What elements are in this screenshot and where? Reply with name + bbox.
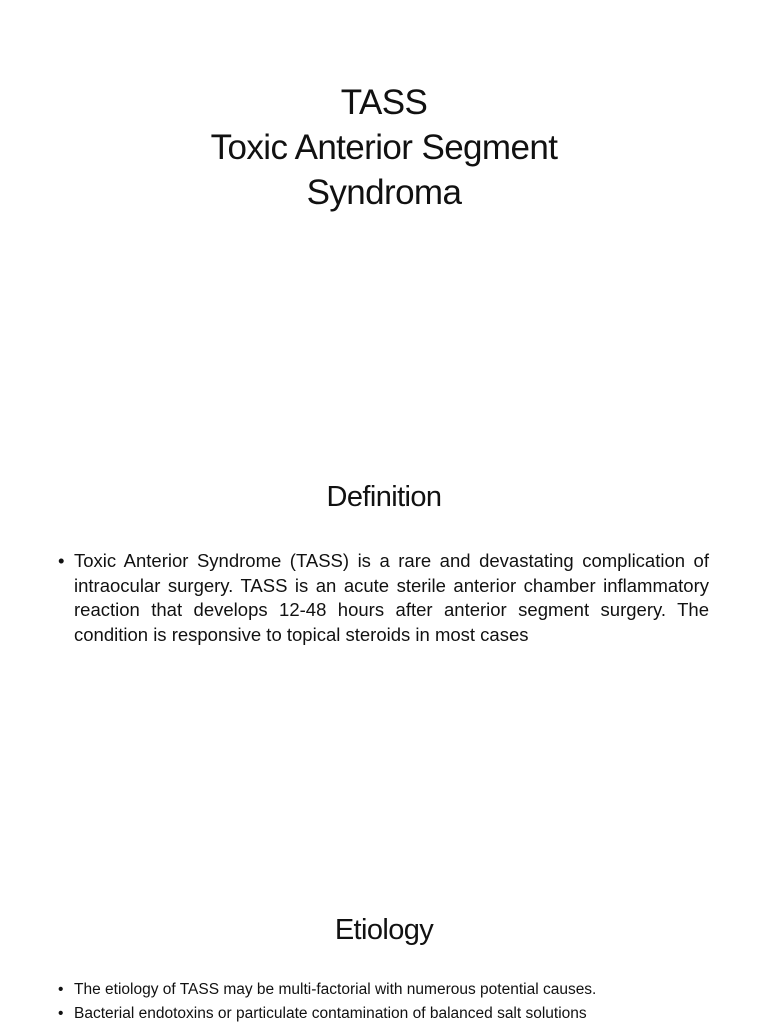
title-line-syndroma: Syndroma <box>306 173 462 212</box>
title-line-acronym: TASS <box>340 83 428 122</box>
etiology-heading: Etiology <box>334 914 434 946</box>
etiology-slide <box>0 864 768 1024</box>
title-slide <box>0 0 768 432</box>
definition-bullet: • Toxic Anterior Syndrome (TASS) is a rare and devastating complication of intraocular surgery. TASS is an acute sterile anterior chamber inflammatory reaction that develops 12-48 hours after anterior segment surgery. The condition is responsive to topical steroids in most cases <box>58 549 709 647</box>
slide-title <box>0 80 768 215</box>
title-line-full-name: Toxic Anterior Segment <box>210 128 558 167</box>
definition-slide <box>0 432 768 864</box>
etiology-bullet-list <box>58 978 748 1026</box>
etiology-bullet-endotoxins: • Bacterial endotoxins or particulate contamination of balanced salt solutions <box>58 1002 748 1026</box>
definition-bullet-list <box>58 549 709 647</box>
etiology-bullet-causes: • The etiology of TASS may be multi-factorial with numerous potential causes. <box>58 978 748 1002</box>
definition-heading: Definition <box>326 481 442 513</box>
